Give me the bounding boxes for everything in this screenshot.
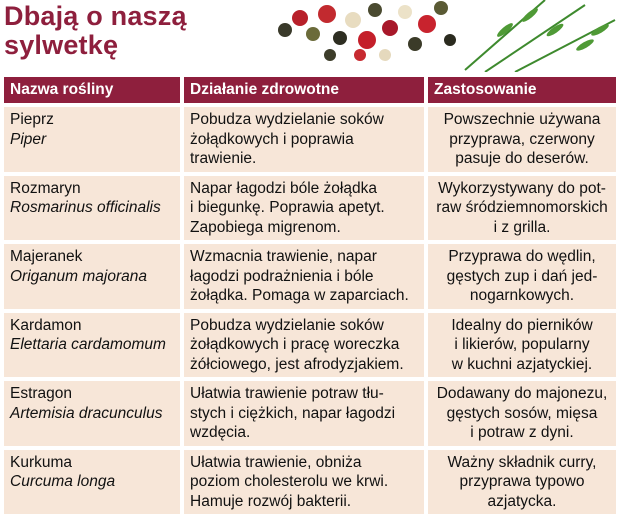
health-effect-line: żołądkowych i pracę woreczka — [190, 336, 400, 353]
header-usage: Zastosowanie — [428, 77, 616, 103]
usage-line: Przyprawa do wędlin, — [448, 248, 596, 265]
health-effect-cell — [184, 450, 428, 515]
health-effect-line: Hamuje rozwój bakterii. — [190, 492, 352, 510]
usage-line: nogarnkowych. — [469, 287, 575, 304]
health-effect-line: Wzmacnia trawienie, napar — [190, 248, 377, 265]
health-effect-line: Ułatwia trawienie potraw tłu- — [190, 385, 384, 402]
health-effect-line: Ułatwia trawienie, obniża — [190, 453, 362, 471]
health-effect-line: Napar łagodzi bóle żołądka — [190, 179, 377, 197]
usage-line: i likierów, popularny — [454, 336, 590, 353]
plant-latin-name: Rosmarinus officinalis — [10, 199, 161, 216]
health-effect-line: trawienie. — [190, 150, 257, 167]
usage-line: Wykorzystywany do pot- — [438, 179, 606, 197]
usage-line: i potraw z dyni. — [470, 424, 574, 441]
plant-latin-name: Elettaria cardamomum — [10, 336, 166, 353]
plant-name-cell — [4, 176, 184, 241]
health-effect-line: poziom cholesterolu we krwi. — [190, 473, 389, 490]
title-line-2: sylwetkę — [4, 30, 119, 60]
health-effect-line: żółciowego, jest afrodyzjakiem. — [190, 355, 404, 373]
herbs-table — [4, 73, 616, 518]
plant-name: Estragon — [10, 385, 73, 402]
usage-cell — [428, 176, 616, 241]
health-effect-line: Pobudza wydzielanie soków — [190, 111, 384, 128]
health-effect-line: stych i ciężkich, napar łagodzi — [190, 404, 396, 422]
usage-line: Ważny składnik curry, — [447, 453, 597, 471]
health-effect-line: i biegunkę. Poprawia apetyt. — [190, 199, 385, 216]
health-effect-cell — [184, 176, 428, 241]
health-effect-line: żołądka. Pomaga w zaparciach. — [190, 287, 409, 304]
table-row — [4, 313, 616, 378]
plant-name-cell — [4, 450, 184, 515]
usage-cell — [428, 107, 616, 172]
usage-cell — [428, 313, 616, 378]
usage-line: raw śródziemnomorskich — [436, 199, 608, 216]
header-health-effect: Działanie zdrowotne — [184, 77, 428, 103]
usage-cell — [428, 381, 616, 446]
usage-line: i z grilla. — [493, 218, 551, 236]
plant-latin-name: Piper — [10, 130, 47, 148]
plant-name: Kurkuma — [10, 453, 73, 471]
header-plant-name: Nazwa rośliny — [4, 77, 184, 103]
usage-line: gęstych zup i dań jed- — [446, 267, 598, 285]
plant-name-cell — [4, 107, 184, 172]
usage-cell — [428, 450, 616, 515]
usage-line: pasuje do deserów. — [455, 150, 589, 167]
usage-cell — [428, 244, 616, 309]
health-effect-line: Zapobiega migrenom. — [190, 218, 341, 236]
table-row — [4, 244, 616, 309]
table-header-row — [4, 77, 616, 103]
health-effect-cell — [184, 381, 428, 446]
plant-name: Kardamon — [10, 316, 82, 334]
usage-line: w kuchni azjatyckiej. — [451, 355, 593, 373]
plant-latin-name: Origanum majorana — [10, 267, 147, 285]
health-effect-line: żołądkowych i poprawia — [190, 130, 354, 148]
title-line-1: Dbają o naszą — [4, 1, 187, 31]
plant-latin-name: Artemisia dracunculus — [10, 404, 163, 422]
table-row — [4, 381, 616, 446]
plant-name: Pieprz — [10, 111, 54, 128]
page-title — [4, 2, 187, 60]
usage-line: przyprawa typowo — [459, 473, 585, 490]
table-row — [4, 450, 616, 515]
usage-line: Powszechnie używana — [443, 111, 601, 128]
usage-line: przyprawa, czerwony — [449, 130, 595, 148]
health-effect-line: Pobudza wydzielanie soków — [190, 316, 384, 334]
plant-latin-name: Curcuma longa — [10, 473, 116, 490]
usage-line: gęstych sosów, mięsa — [446, 404, 598, 422]
plant-name-cell — [4, 313, 184, 378]
table-row — [4, 107, 616, 172]
health-effect-line: wzdęcia. — [190, 424, 251, 441]
peppercorns-image — [255, 0, 620, 72]
table-row — [4, 176, 616, 241]
plant-name-cell — [4, 244, 184, 309]
usage-line: Idealny do pierników — [451, 316, 593, 334]
plant-name-cell — [4, 381, 184, 446]
plant-name: Majeranek — [10, 248, 83, 265]
health-effect-cell — [184, 107, 428, 172]
usage-line: azjatycka. — [487, 492, 557, 510]
health-effect-cell — [184, 244, 428, 309]
plant-name: Rozmaryn — [10, 179, 81, 197]
usage-line: Dodawany do majonezu, — [436, 385, 608, 402]
health-effect-line: łagodzi podrażnienia i bóle — [190, 267, 374, 285]
health-effect-cell — [184, 313, 428, 378]
